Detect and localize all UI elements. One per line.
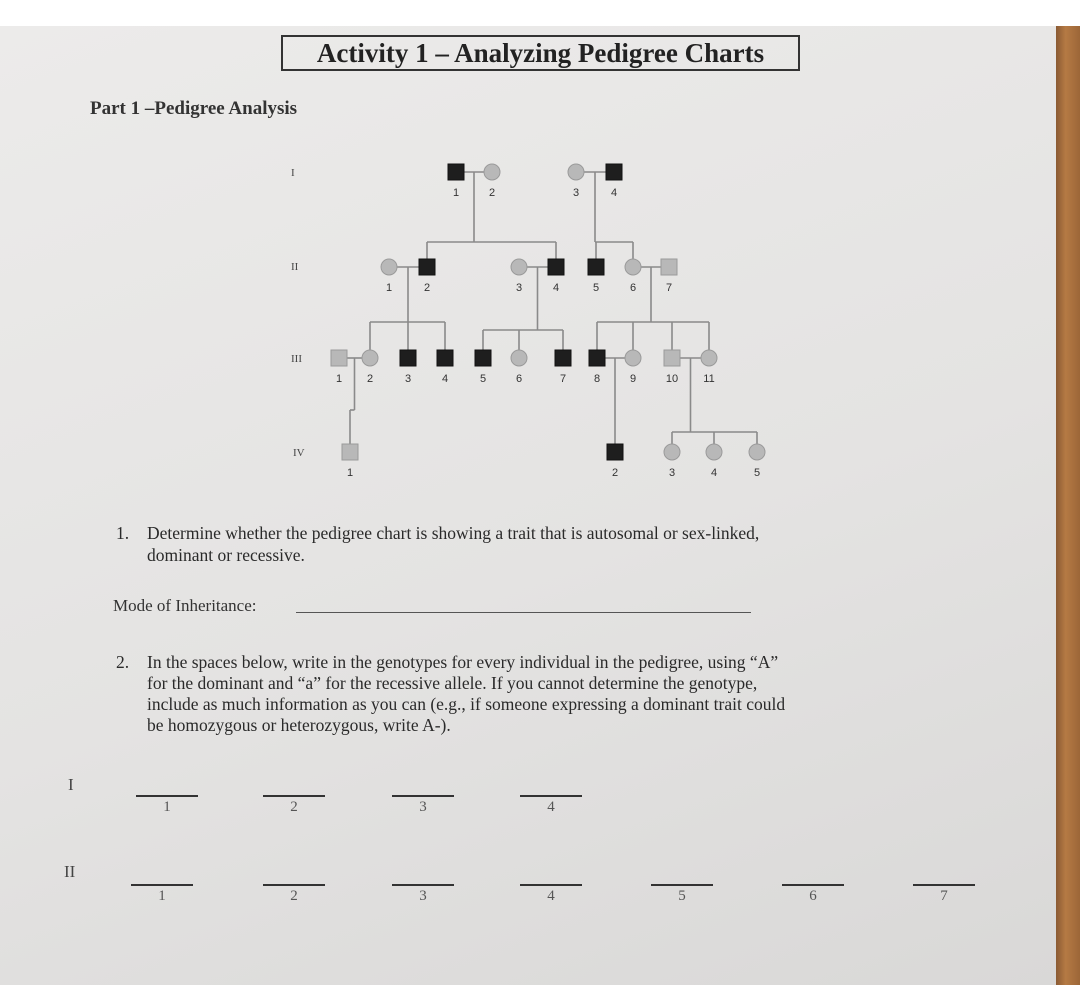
pedigree-individual-label: 2 [611, 467, 619, 479]
unaffected-female-III-6 [511, 350, 527, 366]
unaffected-male-III-10 [664, 350, 680, 366]
pedigree-individual-label: 2 [488, 187, 496, 199]
unaffected-male-II-7 [661, 259, 677, 275]
affected-male-II-4 [548, 259, 564, 275]
question-2-line-4: be homozygous or heterozygous, write A-). [147, 715, 451, 735]
pedigree-individual-label: 2 [423, 282, 431, 294]
mode-label: Mode of Inheritance: [113, 596, 257, 615]
pedigree-individual-label: 4 [710, 467, 718, 479]
pedigree-individual-label: 1 [346, 467, 354, 479]
affected-male-I-4 [606, 164, 622, 180]
mode-of-inheritance-answer-line[interactable] [296, 612, 751, 613]
affected-male-III-3 [400, 350, 416, 366]
affected-male-II-5 [588, 259, 604, 275]
pedigree-individual-label: 3 [572, 187, 580, 199]
worksheet-title: Activity 1 – Analyzing Pedigree Charts [281, 35, 800, 71]
blank-label: 7 [940, 888, 948, 904]
affected-male-III-5 [475, 350, 491, 366]
pedigree-individual-label: 3 [668, 467, 676, 479]
pedigree-individual-label: 1 [335, 373, 343, 385]
genotype-blank-II-3[interactable] [392, 884, 454, 910]
affected-male-II-2 [419, 259, 435, 275]
pedigree-individual-label: 3 [515, 282, 523, 294]
genotype-blank-I-2[interactable] [263, 795, 325, 821]
pedigree-individual-label: 5 [479, 373, 487, 385]
affected-male-III-4 [437, 350, 453, 366]
pedigree-individual-label: 7 [665, 282, 673, 294]
pedigree-individual-label: 7 [559, 373, 567, 385]
blank-label: 4 [547, 888, 555, 904]
generation-label-III: III [291, 353, 302, 365]
unaffected-male-IV-1 [342, 444, 358, 460]
unaffected-female-IV-4 [706, 444, 722, 460]
answer-gen-1-label: I [68, 775, 74, 794]
genotype-blank-II-7[interactable] [913, 884, 975, 910]
blank-label: 3 [419, 888, 427, 904]
genotype-blank-I-1[interactable] [136, 795, 198, 821]
pedigree-individual-label: 9 [629, 373, 637, 385]
pedigree-individual-label: 1 [452, 187, 460, 199]
unaffected-female-III-9 [625, 350, 641, 366]
blank-label: 1 [158, 888, 166, 904]
blank-label: 4 [547, 799, 555, 815]
unaffected-female-IV-5 [749, 444, 765, 460]
unaffected-female-III-11 [701, 350, 717, 366]
pedigree-individual-label: 4 [441, 373, 449, 385]
pedigree-individual-label: 8 [593, 373, 601, 385]
pedigree-individual-label: 3 [404, 373, 412, 385]
question-1-line-2: dominant or recessive. [147, 545, 305, 565]
blank-label: 6 [809, 888, 817, 904]
generation-label-II: II [291, 261, 299, 273]
question-2-line-3: include as much information as you can (e.g., if someone expressing a dominant trait could [147, 694, 786, 714]
unaffected-female-III-2 [362, 350, 378, 366]
affected-male-III-7 [555, 350, 571, 366]
question-2-line-1: In the spaces below, write in the genotypes for every individual in the pedigree, using “A” [147, 652, 779, 672]
blank-label: 5 [678, 888, 686, 904]
question-1-number: 1. [116, 523, 130, 543]
question-2-number: 2. [116, 652, 130, 672]
pedigree-individual-label: 6 [515, 373, 523, 385]
unaffected-female-II-6 [625, 259, 641, 275]
genotype-blank-I-4[interactable] [520, 795, 582, 821]
answer-gen-2-label: II [64, 862, 76, 881]
unaffected-female-II-1 [381, 259, 397, 275]
pedigree-individual-label: 5 [592, 282, 600, 294]
pedigree-individual-label: 11 [703, 373, 715, 385]
affected-male-IV-2 [607, 444, 623, 460]
pedigree-individual-label: 2 [366, 373, 374, 385]
genotype-blank-II-2[interactable] [263, 884, 325, 910]
genotype-blank-II-4[interactable] [520, 884, 582, 910]
affected-male-I-1 [448, 164, 464, 180]
pedigree-individual-label: 6 [629, 282, 637, 294]
generation-label-IV: IV [293, 447, 305, 459]
blank-label: 2 [290, 888, 298, 904]
question-1-line-1: Determine whether the pedigree chart is showing a trait that is autosomal or sex-linked, [147, 523, 760, 543]
pedigree-individual-label: 4 [552, 282, 560, 294]
generation-label-I: I [291, 167, 295, 179]
unaffected-female-I-2 [484, 164, 500, 180]
blank-label: 3 [419, 799, 427, 815]
pedigree-individual-label: 4 [610, 187, 618, 199]
affected-male-III-8 [589, 350, 605, 366]
pedigree-individual-label: 1 [385, 282, 393, 294]
unaffected-male-III-1 [331, 350, 347, 366]
blank-label: 2 [290, 799, 298, 815]
pedigree-individual-label: 10 [665, 373, 679, 385]
genotype-blank-II-5[interactable] [651, 884, 713, 910]
question-2-line-2: for the dominant and “a” for the recessive allele. If you cannot determine the genotype, [147, 673, 758, 693]
unaffected-female-II-3 [511, 259, 527, 275]
genotype-blank-II-1[interactable] [131, 884, 193, 910]
blank-label: 1 [163, 799, 171, 815]
unaffected-female-I-3 [568, 164, 584, 180]
pedigree-individual-label: 5 [753, 467, 761, 479]
part-heading: Part 1 –Pedigree Analysis [90, 98, 298, 119]
unaffected-female-IV-3 [664, 444, 680, 460]
genotype-blank-II-6[interactable] [782, 884, 844, 910]
genotype-blank-I-3[interactable] [392, 795, 454, 821]
